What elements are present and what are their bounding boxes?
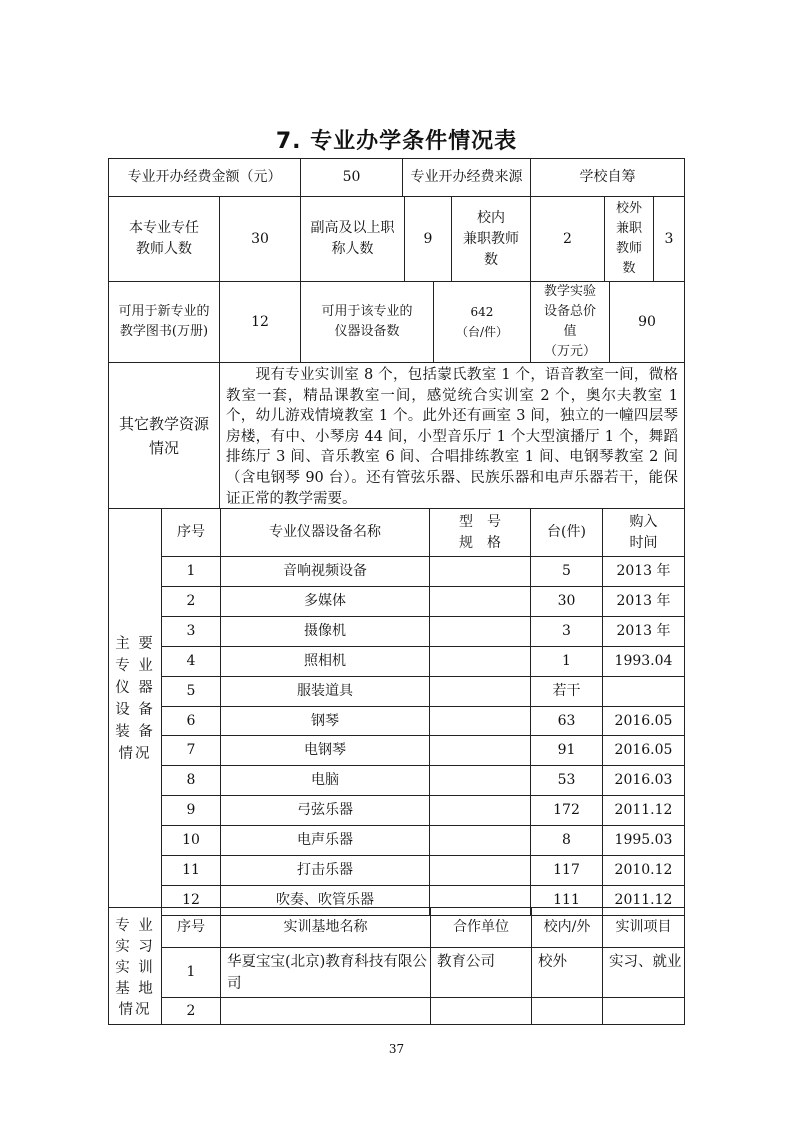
fulltime-value: 30 [219,196,301,282]
equipment-cell-date: 1993.04 [602,646,685,677]
fulltime-label: 本专业专任 教师人数 [108,196,220,282]
equipment-header-model: 型 号 规 格 [429,508,531,557]
equipment-value-label: 教学实验 设备总价 值 （万元） [530,281,610,363]
bases-header-name: 实训基地名称 [220,907,431,948]
equipment-cell-no: 8 [161,765,221,796]
bases-cell-name [220,997,431,1025]
equipment-cell-name: 电钢琴 [220,735,430,766]
bases-header-partner: 合作单位 [430,907,532,948]
equipment-cell-date: 2010.12 [602,855,685,886]
equipment-count-label: 可用于该专业的 仪器设备数 [300,281,434,363]
equipment-cell-model [429,825,531,856]
equipment-value: 90 [609,281,685,363]
equipment-cell-no: 1 [161,556,221,587]
equipment-cell-date: 2011.12 [602,795,685,826]
resources-text: 现有专业实训室 8 个，包括蒙氏教室 1 个，语音教室一间，微格教室一套，精品课教室一间，感觉统合实训室 2 个，奥尔夫教室 1 个，幼儿游戏情境教室 1 个。此外还有画室 3 间，独立的一幢四层琴房楼，有中、小琴房 44 间，小型音乐厅 1 个大型演播厅 1 个，舞蹈排练厅 3 间、音乐教室 6 间、合唱排练教室 1 间、电钢琴教室 2 间（含电钢琴 90 台）。还有管弦乐器、民族乐器和电声乐器若干，能保证正常的教学需要。 [219,362,685,509]
bases-header-location: 校内/外 [531,907,603,948]
equipment-header-count: 台(件) [530,508,603,557]
equipment-cell-model [429,855,531,886]
equipment-cell-no: 12 [161,885,221,916]
inner-parttime-label: 校内 兼职教师 数 [451,196,531,282]
bases-cell-no: 2 [161,997,221,1025]
bases-header-no: 序号 [161,907,221,948]
bases-cell-project: 实习、就业 [602,947,685,998]
equipment-count-value: 642 （台/件） [433,281,531,363]
page-number: 37 [388,1042,405,1056]
equipment-cell-name: 电声乐器 [220,825,430,856]
equipment-cell-date: 2016.03 [602,765,685,796]
page-title: 7. 专业办学条件情况表 [275,129,518,154]
equipment-cell-no: 6 [161,706,221,736]
equipment-cell-no: 4 [161,646,221,677]
senior-value: 9 [404,196,452,282]
equipment-cell-no: 7 [161,735,221,766]
equipment-cell-name: 摄像机 [220,616,430,647]
equipment-cell-count: 30 [530,586,603,617]
equipment-cell-model [429,795,531,826]
equipment-cell-no: 5 [161,676,221,707]
equipment-section-label: 主 要 专 业 仪 器 设 备 装 备 情况 [108,508,162,908]
equipment-header-name: 专业仪器设备名称 [220,508,430,557]
bases-cell-location: 校外 [531,947,603,998]
resources-label: 其它教学资源 情况 [108,362,220,509]
equipment-cell-count: 53 [530,765,603,796]
equipment-header-no: 序号 [161,508,221,557]
equipment-cell-date: 2016.05 [602,735,685,766]
equipment-cell-count: 172 [530,795,603,826]
bases-cell-project [602,997,685,1025]
source-value: 学校自筹 [530,158,685,197]
equipment-cell-count: 91 [530,735,603,766]
equipment-cell-name: 电脑 [220,765,430,796]
equipment-cell-model [429,706,531,736]
bases-cell-partner [430,997,532,1025]
senior-label: 副高及以上职 称人数 [300,196,405,282]
equipment-cell-no: 2 [161,586,221,617]
outer-parttime-label: 校外 兼职 教师 数 [604,196,654,282]
equipment-cell-count: 63 [530,706,603,736]
equipment-cell-count: 117 [530,855,603,886]
books-label: 可用于新专业的 教学图书(万册) [108,281,220,363]
bases-cell-partner: 教育公司 [430,947,532,998]
equipment-cell-name: 照相机 [220,646,430,677]
equipment-cell-model [429,676,531,707]
bases-cell-location [531,997,603,1025]
equipment-cell-date: 2013 年 [602,616,685,647]
equipment-cell-name: 服装道具 [220,676,430,707]
bases-cell-name: 华夏宝宝(北京)教育科技有限公司 [220,947,431,998]
equipment-cell-model [429,765,531,796]
equipment-cell-date: 2011.12 [602,885,685,916]
equipment-cell-count: 8 [530,825,603,856]
equipment-cell-count: 1 [530,646,603,677]
equipment-cell-date [602,676,685,707]
bases-cell-no: 1 [161,947,221,998]
equipment-cell-count: 5 [530,556,603,587]
bases-header-project: 实训项目 [602,907,685,948]
funds-label: 专业开办经费金额（元） [108,158,301,197]
equipment-cell-model [429,556,531,587]
equipment-cell-no: 9 [161,795,221,826]
equipment-cell-model [429,586,531,617]
equipment-cell-no: 10 [161,825,221,856]
outer-parttime-value: 3 [653,196,685,282]
equipment-cell-name: 音响视频设备 [220,556,430,587]
equipment-cell-model [429,646,531,677]
equipment-cell-count: 111 [530,885,603,916]
equipment-cell-count: 3 [530,616,603,647]
equipment-cell-date: 2016.05 [602,706,685,736]
equipment-cell-date: 2013 年 [602,556,685,587]
equipment-cell-name: 打击乐器 [220,855,430,886]
equipment-cell-no: 11 [161,855,221,886]
equipment-cell-no: 3 [161,616,221,647]
equipment-cell-name: 弓弦乐器 [220,795,430,826]
books-value: 12 [219,281,301,363]
equipment-cell-date: 2013 年 [602,586,685,617]
equipment-cell-date: 1995.03 [602,825,685,856]
equipment-cell-model [429,735,531,766]
bases-section-label: 专 业 实 习 实 训 基 地 情况 [108,907,162,1025]
equipment-cell-name: 多媒体 [220,586,430,617]
equipment-header-date: 购入 时间 [602,508,685,557]
funds-value: 50 [300,158,403,197]
equipment-cell-name: 吹奏、吹管乐器 [220,885,430,916]
inner-parttime-value: 2 [530,196,605,282]
equipment-cell-name: 钢琴 [220,706,430,736]
equipment-cell-count: 若干 [530,676,603,707]
equipment-cell-model [429,616,531,647]
source-label: 专业开办经费来源 [402,158,531,197]
